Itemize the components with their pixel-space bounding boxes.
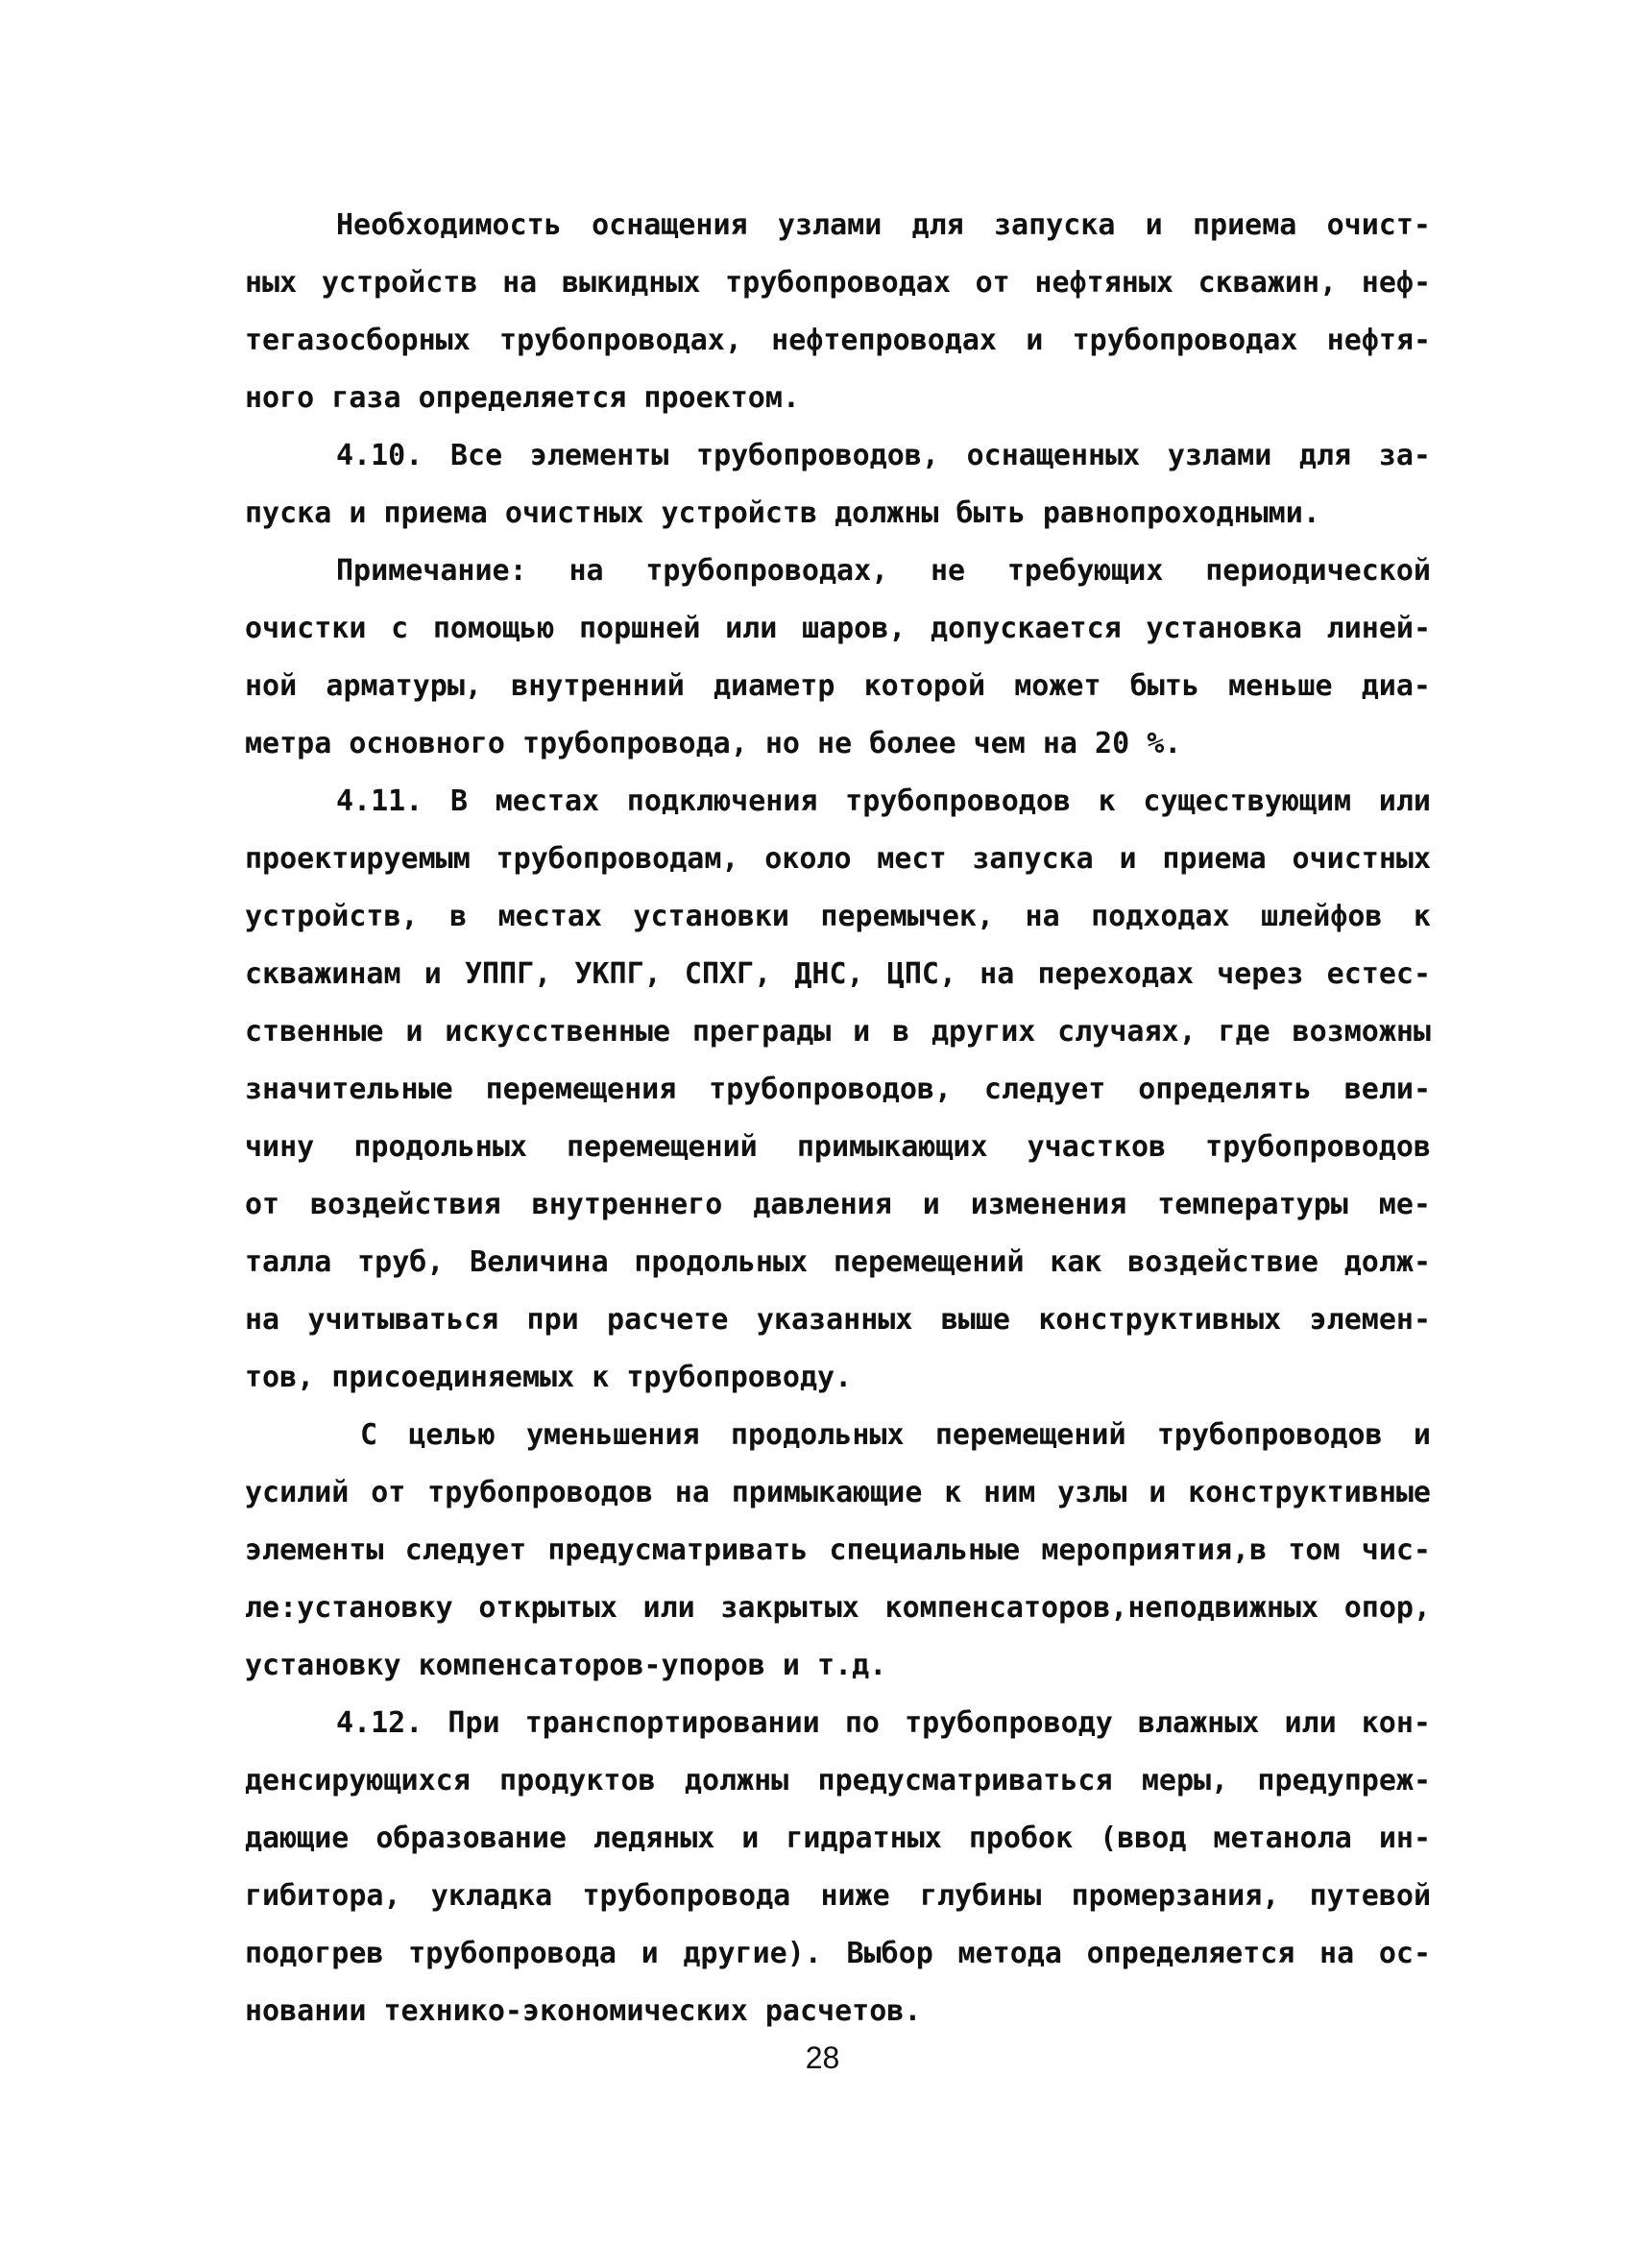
text-line: усилий от трубопроводов на примыкающие к ним узлы и конструктивные: [245, 1476, 1431, 1509]
text-line: денсирующихся продуктов должны предусматриваться меры, предупреж-: [245, 1764, 1431, 1798]
text-line: 4.12. При транспортировании по трубопроводу влажных или кон-: [336, 1706, 1431, 1740]
text-line: Примечание: на трубопроводах, не требующих периодической: [336, 554, 1431, 588]
text-line: тов, присоединяемых к трубопроводу.: [245, 1361, 853, 1394]
text-line: устройств, в местах установки перемычек, на подходах шлейфов к: [245, 900, 1431, 933]
text-line: Необходимость оснащения узлами для запуска и приема очист-: [336, 208, 1431, 242]
text-line: новании технико-экономических расчетов.: [245, 1994, 922, 2028]
text-line: С целью уменьшения продольных перемещений трубопроводов и: [360, 1418, 1431, 1452]
text-line: скважинам и УППГ, УКПГ, СПХГ, ДНС, ЦПС, на переходах через естес-: [245, 957, 1431, 991]
text-line: ственные и искусственные преграды и в других случаях, где возможны: [245, 1015, 1431, 1049]
text-line: элементы следует предусматривать специальные мероприятия,в том чис-: [245, 1533, 1431, 1567]
text-line: тегазосборных трубопроводах, нефтепроводах и трубопроводах нефтя-: [245, 324, 1431, 357]
text-line: подогрев трубопровода и другие). Выбор метода определяется на ос-: [245, 1937, 1431, 1970]
text-line: метра основного трубопровода, но не более чем на 20 %.: [245, 727, 1182, 760]
text-line: ных устройств на выкидных трубопроводах от нефтяных скважин, неф-: [245, 266, 1431, 300]
text-line: чину продольных перемещений примыкающих участков трубопроводов: [245, 1130, 1431, 1164]
text-line: ной арматуры, внутренний диаметр которой может быть меньше диа-: [245, 669, 1431, 703]
text-line: ного газа определяется проектом.: [245, 381, 800, 415]
text-line: дающие образование ледяных и гидратных пробок (ввод метанола ин-: [245, 1822, 1431, 1855]
text-line: от воздействия внутреннего давления и изменения температуры ме-: [245, 1188, 1431, 1221]
text-line: талла труб, Величина продольных перемещений как воздействие долж-: [245, 1245, 1431, 1279]
text-line: установку компенсаторов-упоров и т.д.: [245, 1649, 887, 1682]
text-line: 4.10. Все элементы трубопроводов, оснащенных узлами для за-: [336, 439, 1431, 472]
text-line: ле:установку открытых или закрытых компенсаторов,неподвижных опор,: [245, 1591, 1431, 1625]
text-line: на учитываться при расчете указанных выше конструктивных элемен-: [245, 1303, 1431, 1337]
page-number: 28: [805, 2040, 840, 2075]
text-line: 4.11. В местах подключения трубопроводов к существующим или: [336, 784, 1431, 818]
text-line: пуска и приема очистных устройств должны быть равнопроходными.: [245, 496, 1320, 530]
document-body: [245, 197, 1431, 2040]
text-line: очистки с помощью поршней или шаров, допускается установка линей-: [245, 612, 1431, 645]
text-line: гибитора, укладка трубопровода ниже глубины промерзания, путевой: [245, 1879, 1431, 1913]
text-line: проектируемым трубопроводам, около мест запуска и приема очистных: [245, 842, 1431, 876]
text-line: значительные перемещения трубопроводов, следует определять вели-: [245, 1073, 1431, 1106]
